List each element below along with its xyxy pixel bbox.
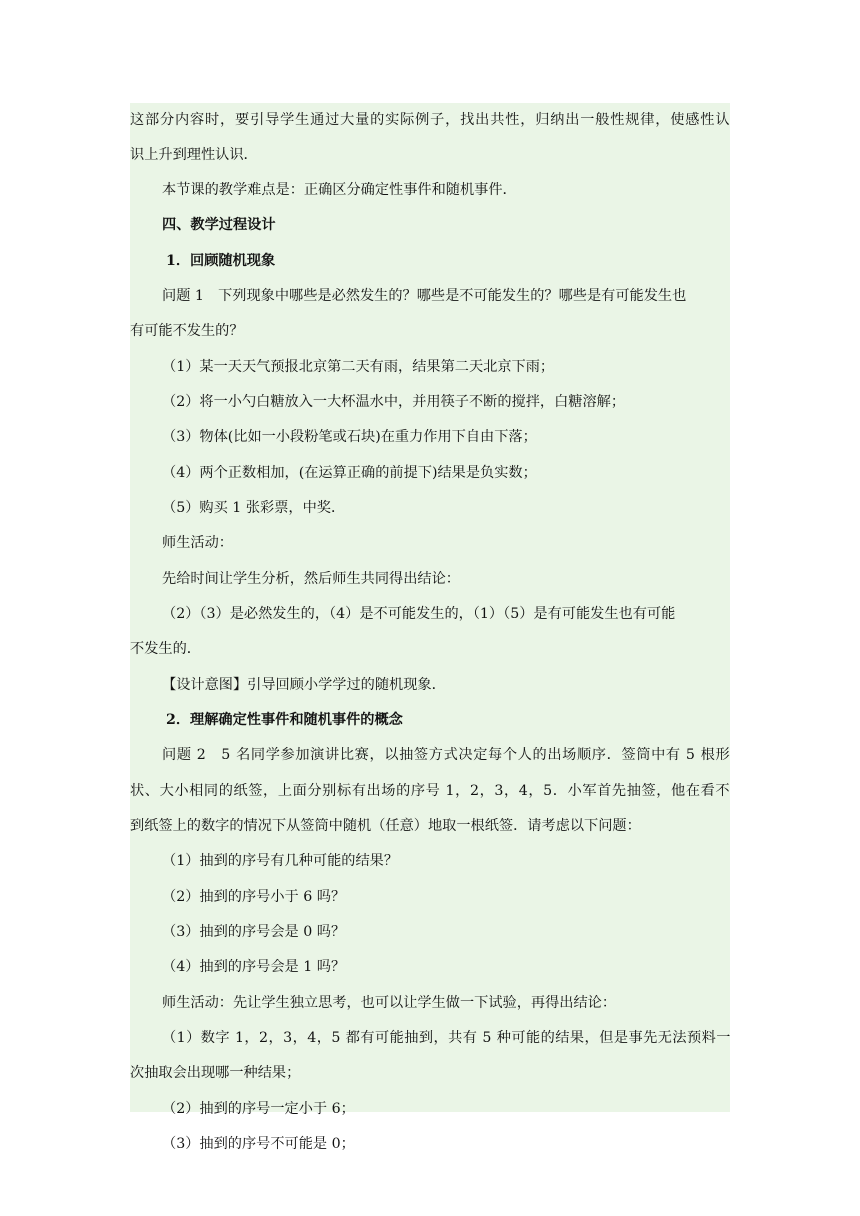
text-line: 有可能不发生的？: [130, 323, 244, 340]
document-text-block: [130, 103, 731, 1153]
text-line: 识上升到理性认识．: [130, 146, 258, 163]
text-line: （3）物体(比如一小段粉笔或石块)在重力作用下自由下落；: [162, 429, 537, 446]
text-line: （2）抽到的序号一定小于 6；: [162, 1100, 355, 1117]
section-heading: 2．理解确定性事件和随机事件的概念: [166, 712, 403, 729]
text-line: 这部分内容时，要引导学生通过大量的实际例子，找出共性，归纳出一般性规律，使感性认: [130, 111, 731, 128]
text-line: （4）抽到的序号会是 1 吗？: [162, 959, 346, 976]
text-line: （3）抽到的序号不可能是 0；: [162, 1136, 355, 1153]
text-line: 问题 1 下列现象中哪些是必然发生的？哪些是不可能发生的？哪些是有可能发生也: [162, 288, 687, 305]
text-line: 到纸签上的数字的情况下从签筒中随机（任意）地取一根纸签．请考虑以下问题：: [130, 818, 641, 835]
text-line: （2）（3）是必然发生的，（4）是不可能发生的，（1）（5）是有可能发生也有可能: [162, 606, 676, 623]
text-line: （5）购买 1 张彩票，中奖．: [162, 500, 346, 517]
text-line: 状、大小相同的纸签，上面分别标有出场的序号 1，2，3，4，5．小军首先抽签，他在看不: [130, 782, 731, 799]
text-line: 【设计意图】引导回顾小学学过的随机现象．: [162, 676, 446, 693]
text-line: （1）抽到的序号有几种可能的结果？: [162, 853, 399, 870]
text-line: 问题 2 5 名同学参加演讲比赛，以抽签方式决定每个人的出场顺序．签筒中有 5 根形: [162, 747, 731, 764]
text-line: 本节课的教学难点是：正确区分确定性事件和随机事件．: [162, 182, 517, 199]
text-line: 师生活动：先让学生独立思考，也可以让学生做一下试验，再得出结论：: [162, 994, 617, 1011]
text-line: 次抽取会出现哪一种结果；: [130, 1065, 301, 1082]
text-line: （2）抽到的序号小于 6 吗？: [162, 888, 346, 905]
text-line: 先给时间让学生分析，然后师生共同得出结论：: [162, 570, 460, 587]
section-heading: 四、教学过程设计: [162, 217, 276, 234]
section-heading: 1．回顾随机现象: [166, 252, 276, 269]
text-line: （1）数字 1，2，3，4，5 都有可能抽到，共有 5 种可能的结果，但是事先无法预料一: [162, 1030, 731, 1047]
text-line: （1）某一天天气预报北京第二天有雨，结果第二天北京下雨；: [162, 358, 555, 375]
text-line: 不发生的．: [130, 641, 201, 658]
text-line: （4）两个正数相加，(在运算正确的前提下)结果是负实数；: [162, 464, 537, 481]
text-line: （3）抽到的序号会是 0 吗？: [162, 924, 346, 941]
text-line: （2）将一小勺白糖放入一大杯温水中，并用筷子不断的搅拌，白糖溶解；: [162, 394, 626, 411]
text-line: 师生活动：: [162, 535, 233, 552]
